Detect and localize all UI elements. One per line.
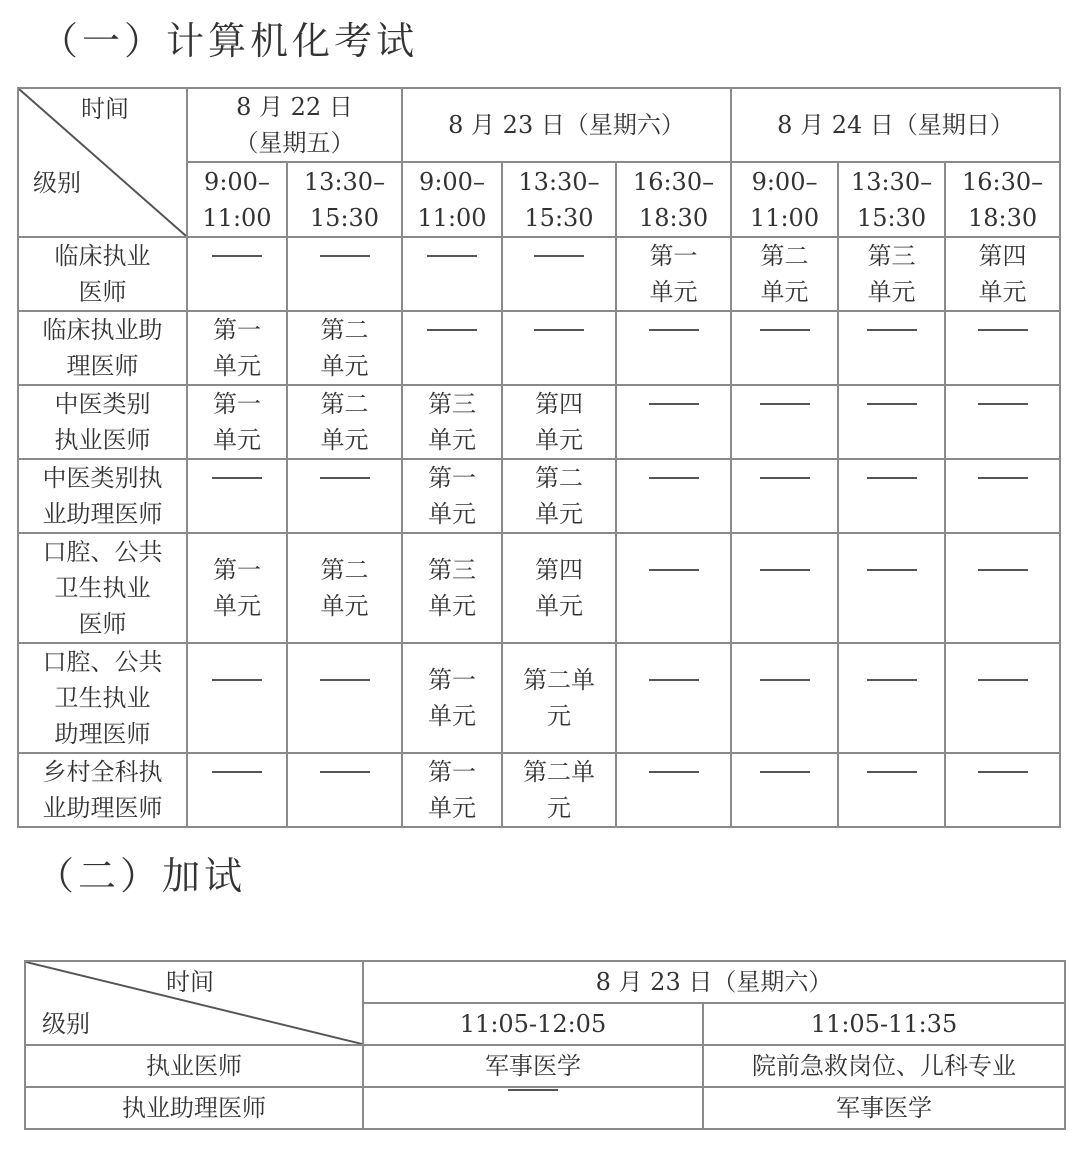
empty-dash-cell <box>616 459 731 533</box>
level-cell: 口腔、公共 卫生执业 医师 <box>18 533 187 643</box>
dash-mark <box>508 1089 558 1127</box>
corner-level-label: 级别 <box>42 1010 90 1038</box>
empty-dash-cell <box>402 237 502 311</box>
dash-mark <box>867 771 917 809</box>
exam-unit-cell: 第三 单元 <box>838 237 945 311</box>
dash-mark <box>867 329 917 367</box>
time-slot-cell: 11:05-12:05 <box>363 1003 703 1045</box>
dash-mark <box>760 329 810 367</box>
empty-dash-cell <box>287 459 402 533</box>
time-slot-cell: 13:30– 15:30 <box>287 162 402 237</box>
empty-dash-cell <box>187 237 287 311</box>
empty-dash-cell <box>945 311 1060 385</box>
exam-unit-cell: 第二 单元 <box>502 459 616 533</box>
time-slot-cell: 13:30– 15:30 <box>838 162 945 237</box>
dash-mark <box>978 771 1028 809</box>
dash-mark <box>867 569 917 607</box>
empty-dash-cell <box>945 385 1060 459</box>
dash-mark <box>320 255 370 293</box>
exam-unit-cell: 第一 单元 <box>402 459 502 533</box>
empty-dash-cell <box>616 385 731 459</box>
exam-unit-cell: 第三 单元 <box>402 385 502 459</box>
empty-dash-cell <box>731 533 838 643</box>
dash-mark <box>649 569 699 607</box>
table-row <box>25 1045 1065 1087</box>
exam-unit-cell: 第一 单元 <box>187 533 287 643</box>
day-header-aug22: 8 月 22 日 （星期五） <box>187 88 402 162</box>
empty-dash-cell <box>838 311 945 385</box>
dash-mark <box>320 771 370 809</box>
dash-mark <box>760 679 810 717</box>
empty-dash-cell <box>731 311 838 385</box>
section-2-heading: （二）加试 <box>36 854 247 898</box>
empty-dash-cell <box>287 237 402 311</box>
level-cell: 中医类别执 业助理医师 <box>18 459 187 533</box>
table-row <box>18 459 1060 533</box>
empty-dash-cell <box>731 459 838 533</box>
dash-mark <box>212 255 262 293</box>
dash-mark <box>867 679 917 717</box>
corner-time-label: 时间 <box>81 95 129 123</box>
header-corner-cell <box>25 961 363 1045</box>
exam-unit-cell: 第二 单元 <box>731 237 838 311</box>
empty-dash-cell <box>838 459 945 533</box>
corner-level-label: 级别 <box>33 169 81 197</box>
exam-unit-cell: 第一 单元 <box>402 753 502 827</box>
exam-unit-cell: 第二 单元 <box>287 311 402 385</box>
dash-mark <box>760 403 810 441</box>
time-slot-cell: 9:00– 11:00 <box>187 162 287 237</box>
exam-unit-cell: 第二单 元 <box>502 643 616 753</box>
time-slot-cell: 9:00– 11:00 <box>402 162 502 237</box>
exam-unit-cell: 第一 单元 <box>402 643 502 753</box>
table-row <box>18 237 1060 311</box>
table-row <box>18 311 1060 385</box>
exam-unit-cell: 第一 单元 <box>616 237 731 311</box>
time-slot-cell: 16:30– 18:30 <box>616 162 731 237</box>
dash-mark <box>212 771 262 809</box>
empty-dash-cell <box>838 385 945 459</box>
empty-dash-cell <box>731 385 838 459</box>
empty-dash-cell <box>838 753 945 827</box>
exam-subject-cell: 院前急救岗位、儿科专业 <box>703 1045 1065 1087</box>
dash-mark <box>760 477 810 515</box>
level-cell: 执业助理医师 <box>25 1087 363 1129</box>
dash-mark <box>649 477 699 515</box>
time-slot-cell: 11:05-11:35 <box>703 1003 1065 1045</box>
dash-mark <box>760 569 810 607</box>
exam-subject-cell: 军事医学 <box>703 1087 1065 1129</box>
header-corner-cell <box>18 88 187 237</box>
empty-dash-cell <box>187 459 287 533</box>
dash-mark <box>867 403 917 441</box>
time-slot-cell: 9:00– 11:00 <box>731 162 838 237</box>
empty-dash-cell <box>287 753 402 827</box>
empty-dash-cell <box>502 311 616 385</box>
empty-dash-cell <box>731 753 838 827</box>
empty-dash-cell <box>502 237 616 311</box>
empty-dash-cell <box>616 311 731 385</box>
table-row <box>25 1087 1065 1129</box>
exam-unit-cell: 第三 单元 <box>402 533 502 643</box>
exam-unit-cell: 第四 单元 <box>502 533 616 643</box>
table-row <box>18 533 1060 643</box>
day-header-aug23: 8 月 23 日（星期六） <box>402 88 731 162</box>
empty-dash-cell <box>187 643 287 753</box>
empty-dash-cell <box>616 533 731 643</box>
empty-dash-cell <box>945 643 1060 753</box>
dash-mark <box>978 403 1028 441</box>
section-1-heading: （一）计算机化考试 <box>40 19 419 63</box>
empty-dash-cell <box>731 643 838 753</box>
table-row <box>18 753 1060 827</box>
exam-unit-cell: 第二 单元 <box>287 385 402 459</box>
corner-time-label: 时间 <box>166 968 214 996</box>
empty-dash-cell <box>287 643 402 753</box>
dash-mark <box>212 477 262 515</box>
dash-mark <box>978 477 1028 515</box>
exam-unit-cell: 第二单 元 <box>502 753 616 827</box>
dash-mark <box>978 679 1028 717</box>
level-cell: 临床执业助 理医师 <box>18 311 187 385</box>
empty-dash-cell <box>945 753 1060 827</box>
dash-mark <box>320 679 370 717</box>
level-cell: 乡村全科执 业助理医师 <box>18 753 187 827</box>
day-header-aug24: 8 月 24 日（星期日） <box>731 88 1060 162</box>
empty-dash-cell <box>945 533 1060 643</box>
dash-mark <box>649 329 699 367</box>
empty-dash-cell <box>945 459 1060 533</box>
day-header-aug23: 8 月 23 日（星期六） <box>363 961 1065 1003</box>
time-slot-cell: 13:30– 15:30 <box>502 162 616 237</box>
exam-subject-cell: 军事医学 <box>363 1045 703 1087</box>
exam-unit-cell: 第四 单元 <box>502 385 616 459</box>
empty-dash-cell <box>616 753 731 827</box>
dash-mark <box>534 255 584 293</box>
dash-mark <box>427 255 477 293</box>
supplementary-exam-table <box>24 960 1066 1130</box>
dash-mark <box>760 771 810 809</box>
table-row <box>18 385 1060 459</box>
exam-unit-cell: 第一 单元 <box>187 385 287 459</box>
level-cell: 口腔、公共 卫生执业 助理医师 <box>18 643 187 753</box>
computer-exam-schedule-table <box>17 87 1061 828</box>
dash-mark <box>427 329 477 367</box>
empty-dash-cell <box>187 753 287 827</box>
dash-mark <box>867 477 917 515</box>
empty-dash-cell <box>363 1087 703 1129</box>
level-cell: 执业医师 <box>25 1045 363 1087</box>
time-slot-cell: 16:30– 18:30 <box>945 162 1060 237</box>
exam-unit-cell: 第四 单元 <box>945 237 1060 311</box>
empty-dash-cell <box>616 643 731 753</box>
dash-mark <box>649 403 699 441</box>
table-row <box>18 643 1060 753</box>
empty-dash-cell <box>838 643 945 753</box>
level-cell: 中医类别 执业医师 <box>18 385 187 459</box>
dash-mark <box>320 477 370 515</box>
dash-mark <box>649 771 699 809</box>
dash-mark <box>534 329 584 367</box>
dash-mark <box>978 329 1028 367</box>
level-cell: 临床执业 医师 <box>18 237 187 311</box>
exam-unit-cell: 第一 单元 <box>187 311 287 385</box>
dash-mark <box>649 679 699 717</box>
empty-dash-cell <box>838 533 945 643</box>
exam-unit-cell: 第二 单元 <box>287 533 402 643</box>
dash-mark <box>978 569 1028 607</box>
empty-dash-cell <box>402 311 502 385</box>
dash-mark <box>212 679 262 717</box>
